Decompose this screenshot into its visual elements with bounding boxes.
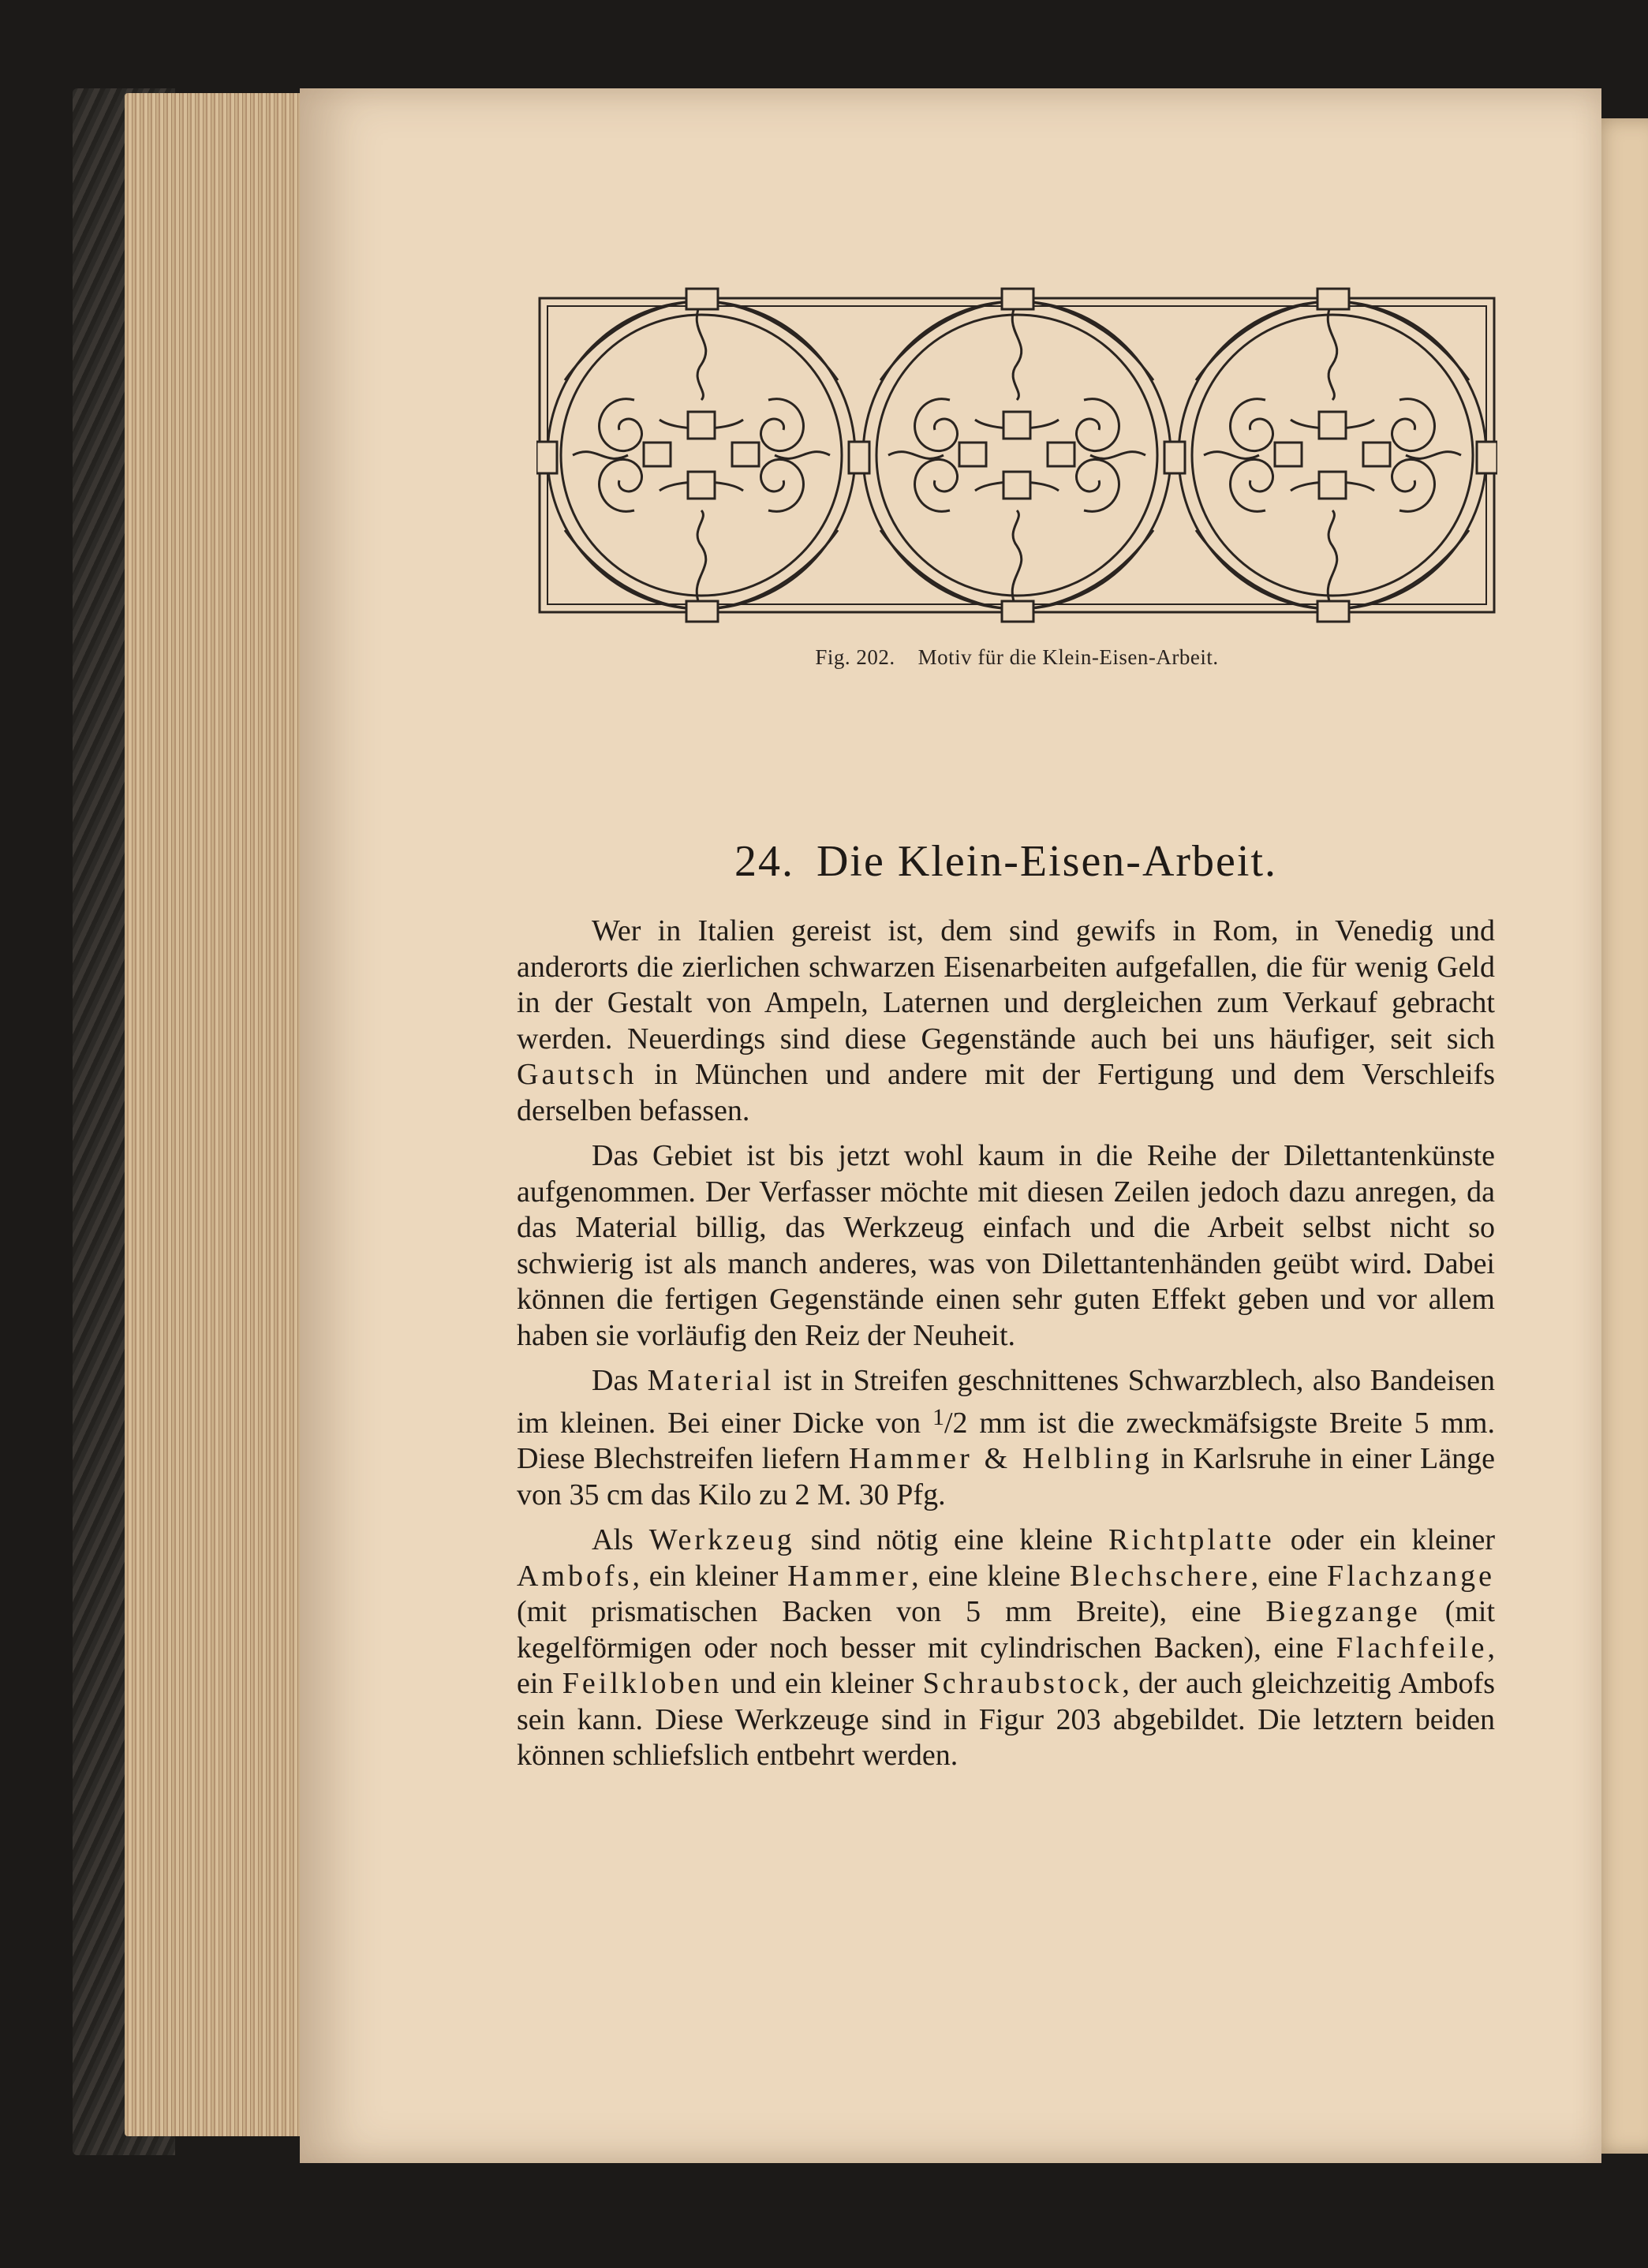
p4-text-a: Als [592,1523,649,1556]
section-heading [517,836,1495,887]
p4-text-d: , ein kleiner [632,1559,788,1593]
page-edges [125,93,330,2136]
p3-spaced-supplier: Hammer & Helbling [848,1442,1153,1475]
p4-spaced-richtplatte: Richtplatte [1108,1523,1275,1556]
p4-text-i: , ein [517,1631,1495,1700]
p3-spaced-material: Material [647,1364,775,1397]
p4-text-c: oder ein kleiner [1274,1523,1495,1556]
p3-text-c: mm ist die zweckmäfsigste Breite 5 mm. Diese Blechstreifen liefern [517,1406,1495,1475]
p1-spaced-name: Gautsch [517,1058,637,1091]
figure-caption-prefix: Fig. 202. [815,645,895,669]
p4-spaced-flachzange: Flachzange [1326,1559,1495,1593]
p4-spaced-biegzange: Biegzange [1265,1595,1421,1628]
p4-text-j: und ein kleiner [722,1667,923,1700]
p4-spaced-ambofs: Ambofs [517,1559,633,1593]
p3-text-b: ist in Streifen geschnittenes Schwarzblech, also Bandeisen im kleinen. Bei einer Dicke von [517,1364,1495,1440]
paragraph-4 [517,1523,1495,1774]
p3-text-a: Das [592,1364,648,1397]
p4-spaced-schraubstock: Schraubstock [922,1667,1123,1700]
p4-spaced-blechschere: Blechschere [1069,1559,1251,1593]
paragraph-2: Das Gebiet ist bis jetzt wohl kaum in die Reihe der Dilettantenkünste aufgenommen. Der Verfasser möchte mit diesen Zeilen jedoch dazu anregen, da das Material billig, das Werkzeug einfach und die Arbeit selbst nicht so schwierig ist als manch anderes, was von Dilettantenhänden geübt wird. Dabei können die fertigen Gegenstände einen sehr guten Effekt geben und vor allem haben sie vorläufig den Reiz der Neuheit. [517,1139,1495,1352]
fraction-denominator: 2 [952,1406,968,1440]
fraction-slash: / [944,1406,953,1440]
body-text [517,914,1495,1784]
p4-text-g: (mit prismatischen Backen von 5 mm Breite), eine [517,1595,1266,1628]
fraction-numerator: 1 [932,1403,944,1430]
paragraph-1 [517,914,1495,1129]
p4-text-e: , eine kleine [911,1559,1070,1593]
section-number: 24. [734,837,794,886]
p4-text-f: , eine [1250,1559,1327,1593]
p4-spaced-flachfeile: Flachfeile [1336,1631,1488,1665]
p4-spaced-werkzeug: Werkzeug [648,1523,795,1556]
p4-spaced-hammer: Hammer [787,1559,912,1593]
figure-caption [536,645,1497,670]
section-title: Die Klein-Eisen-Arbeit. [816,837,1278,886]
p4-text-b: sind nötig eine kleine [794,1523,1109,1556]
ironwork-ornament-figure [536,286,1497,625]
p4-text-k: , der auch gleichzeitig Ambofs sein kann. Diese Werkzeuge sind in Figur 203 abgebildet. Die letztern beiden können schliefslich entbehrt werden. [517,1667,1495,1772]
p3-text-d: in Karlsruhe in einer Länge von 35 cm das Kilo zu 2 M. 30 Pfg. [517,1442,1495,1511]
p4-text-h: (mit kegelförmigen oder noch besser mit cylindrischen Backen), eine [517,1595,1495,1665]
p1-text-a: Wer in Italien gereist ist, dem sind gewifs in Rom, in Venedig und anderorts die zierlichen schwarzen Eisenarbeiten aufgefallen, die für wenig Geld in der Gestalt von Ampeln, Laternen und dergleichen zum Verkauf gebracht werden. Neuerdings sind diese Gegenstände auch bei uns häufiger, seit sich [517,914,1495,1056]
p4-spaced-feilkloben: Feilkloben [562,1667,723,1700]
figure-caption-text: Motiv für die Klein-Eisen-Arbeit. [917,645,1219,669]
paragraph-3 [517,1363,1495,1513]
p1-text-b: in München und andere mit der Fertigung und dem Verschleifs derselben befassen. [517,1058,1495,1127]
